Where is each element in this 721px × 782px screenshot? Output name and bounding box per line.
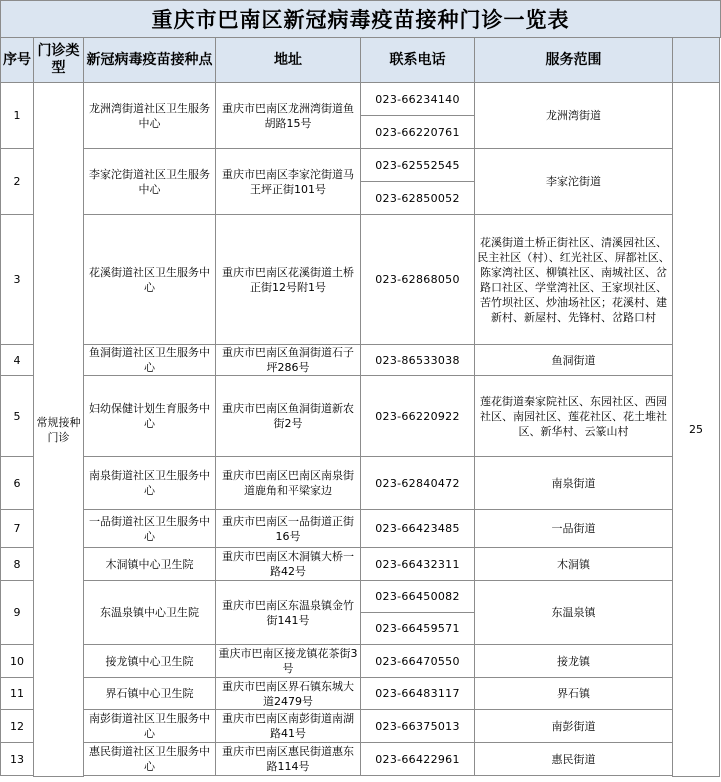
cell-scope: 惠民街道 (475, 743, 673, 776)
cell-scope: 鱼洞街道 (475, 345, 673, 376)
cell-seq: 11 (1, 678, 34, 710)
cell-phone: 023-62868050 (361, 215, 475, 345)
cell-phone: 023-66483117 (361, 678, 475, 710)
table-row (1, 457, 720, 510)
cell-site: 东温泉镇中心卫生院 (84, 581, 216, 645)
cell-scope: 东温泉镇 (475, 581, 673, 645)
cell-seq: 3 (1, 215, 34, 345)
cell-seq: 12 (1, 710, 34, 743)
cell-phone: 023-66432311 (361, 548, 475, 581)
header-address: 地址 (216, 38, 361, 83)
table-row (1, 215, 720, 345)
header-blank (673, 38, 720, 83)
cell-seq: 10 (1, 645, 34, 678)
sheet-title: 重庆市巴南区新冠病毒疫苗接种门诊一览表 (0, 0, 721, 38)
cell-seq: 1 (1, 83, 34, 149)
cell-phone: 023-66220761 (361, 116, 475, 149)
table-row (1, 149, 720, 182)
cell-seq: 9 (1, 581, 34, 645)
cell-phone: 023-62850052 (361, 182, 475, 215)
cell-scope: 南泉街道 (475, 457, 673, 510)
cell-phone: 023-66234140 (361, 83, 475, 116)
cell-scope: 莲花街道秦家院社区、东园社区、西园社区、南园社区、莲花社区、花土堆社区、新华村、云篆山村 (475, 376, 673, 457)
cell-address: 重庆市巴南区花溪街道土桥正街12号附1号 (216, 215, 361, 345)
cell-clinic-type: 常规接种门诊 (34, 83, 84, 777)
table-row (1, 743, 720, 776)
table-row (1, 710, 720, 743)
cell-seq: 13 (1, 743, 34, 776)
cell-scope: 花溪街道土桥正街社区、清溪园社区、民主社区（村）、红光社区、屏都社区、陈家湾社区、柳镇社区、南城社区、岔路口社区、学堂湾社区、王家坝社区、苦竹坝社区、炒油场社区；花溪村、建新村、新屋村、先锋村、岔路口村 (475, 215, 673, 345)
cell-address: 重庆市巴南区李家沱街道马王坪正街101号 (216, 149, 361, 215)
cell-address: 重庆市巴南区界石镇东城大道2479号 (216, 678, 361, 710)
cell-phone: 023-66470550 (361, 645, 475, 678)
cell-phone: 023-66422961 (361, 743, 475, 776)
cell-phone: 023-66450082 (361, 581, 475, 613)
table-row (1, 581, 720, 613)
table-row (1, 645, 720, 678)
cell-seq: 7 (1, 510, 34, 548)
cell-phone: 023-86533038 (361, 345, 475, 376)
cell-site: 惠民街道社区卫生服务中心 (84, 743, 216, 776)
table-row (1, 510, 720, 548)
clinic-table (0, 37, 720, 777)
cell-scope: 木洞镇 (475, 548, 673, 581)
header-site: 新冠病毒疫苗接种点 (84, 38, 216, 83)
cell-address: 重庆市巴南区木洞镇大桥一路42号 (216, 548, 361, 581)
header-phone: 联系电话 (361, 38, 475, 83)
cell-scope: 龙洲湾街道 (475, 83, 673, 149)
cell-site: 一品街道社区卫生服务中心 (84, 510, 216, 548)
cell-phone: 023-66459571 (361, 613, 475, 645)
cell-site: 接龙镇中心卫生院 (84, 645, 216, 678)
cell-phone: 023-66220922 (361, 376, 475, 457)
cell-address: 重庆市巴南区南彭街道南湖路41号 (216, 710, 361, 743)
cell-address: 重庆市巴南区东温泉镇金竹街141号 (216, 581, 361, 645)
cell-address: 重庆市巴南区巴南区南泉街道鹿角和平梁家边 (216, 457, 361, 510)
cell-address: 重庆市巴南区一品街道正街16号 (216, 510, 361, 548)
cell-address: 重庆市巴南区鱼洞街道石子坪286号 (216, 345, 361, 376)
cell-address: 重庆市巴南区龙洲湾街道鱼胡路15号 (216, 83, 361, 149)
cell-address: 重庆市巴南区惠民街道惠东路114号 (216, 743, 361, 776)
cell-seq: 5 (1, 376, 34, 457)
cell-scope: 接龙镇 (475, 645, 673, 678)
header-row (1, 38, 720, 83)
header-seq: 序号 (1, 38, 34, 83)
cell-site: 龙洲湾街道社区卫生服务中心 (84, 83, 216, 149)
cell-site: 南泉街道社区卫生服务中心 (84, 457, 216, 510)
spacer-row (1, 776, 720, 777)
header-type: 门诊类型 (34, 38, 84, 83)
cell-scope: 一品街道 (475, 510, 673, 548)
cell-right-value: 25 (673, 83, 720, 777)
cell-seq: 8 (1, 548, 34, 581)
cell-site: 木洞镇中心卫生院 (84, 548, 216, 581)
table-row (1, 345, 720, 376)
table-row (1, 83, 720, 116)
cell-site: 界石镇中心卫生院 (84, 678, 216, 710)
table-row (1, 678, 720, 710)
cell-seq: 6 (1, 457, 34, 510)
cell-site: 南彭街道社区卫生服务中心 (84, 710, 216, 743)
cell-scope: 南彭街道 (475, 710, 673, 743)
table-row (1, 548, 720, 581)
cell-seq: 2 (1, 149, 34, 215)
header-scope: 服务范围 (475, 38, 673, 83)
cell-seq: 4 (1, 345, 34, 376)
cell-phone: 023-66375013 (361, 710, 475, 743)
cell-site: 花溪街道社区卫生服务中心 (84, 215, 216, 345)
cell-site: 李家沱街道社区卫生服务中心 (84, 149, 216, 215)
table-row (1, 376, 720, 457)
cell-site: 鱼洞街道社区卫生服务中心 (84, 345, 216, 376)
cell-address: 重庆市巴南区鱼洞街道新农街2号 (216, 376, 361, 457)
cell-phone: 023-62840472 (361, 457, 475, 510)
cell-site: 妇幼保健计划生育服务中心 (84, 376, 216, 457)
cell-phone: 023-62552545 (361, 149, 475, 182)
cell-scope: 李家沱街道 (475, 149, 673, 215)
cell-phone: 023-66423485 (361, 510, 475, 548)
cell-address: 重庆市巴南区接龙镇花茶街3号 (216, 645, 361, 678)
cell-scope: 界石镇 (475, 678, 673, 710)
